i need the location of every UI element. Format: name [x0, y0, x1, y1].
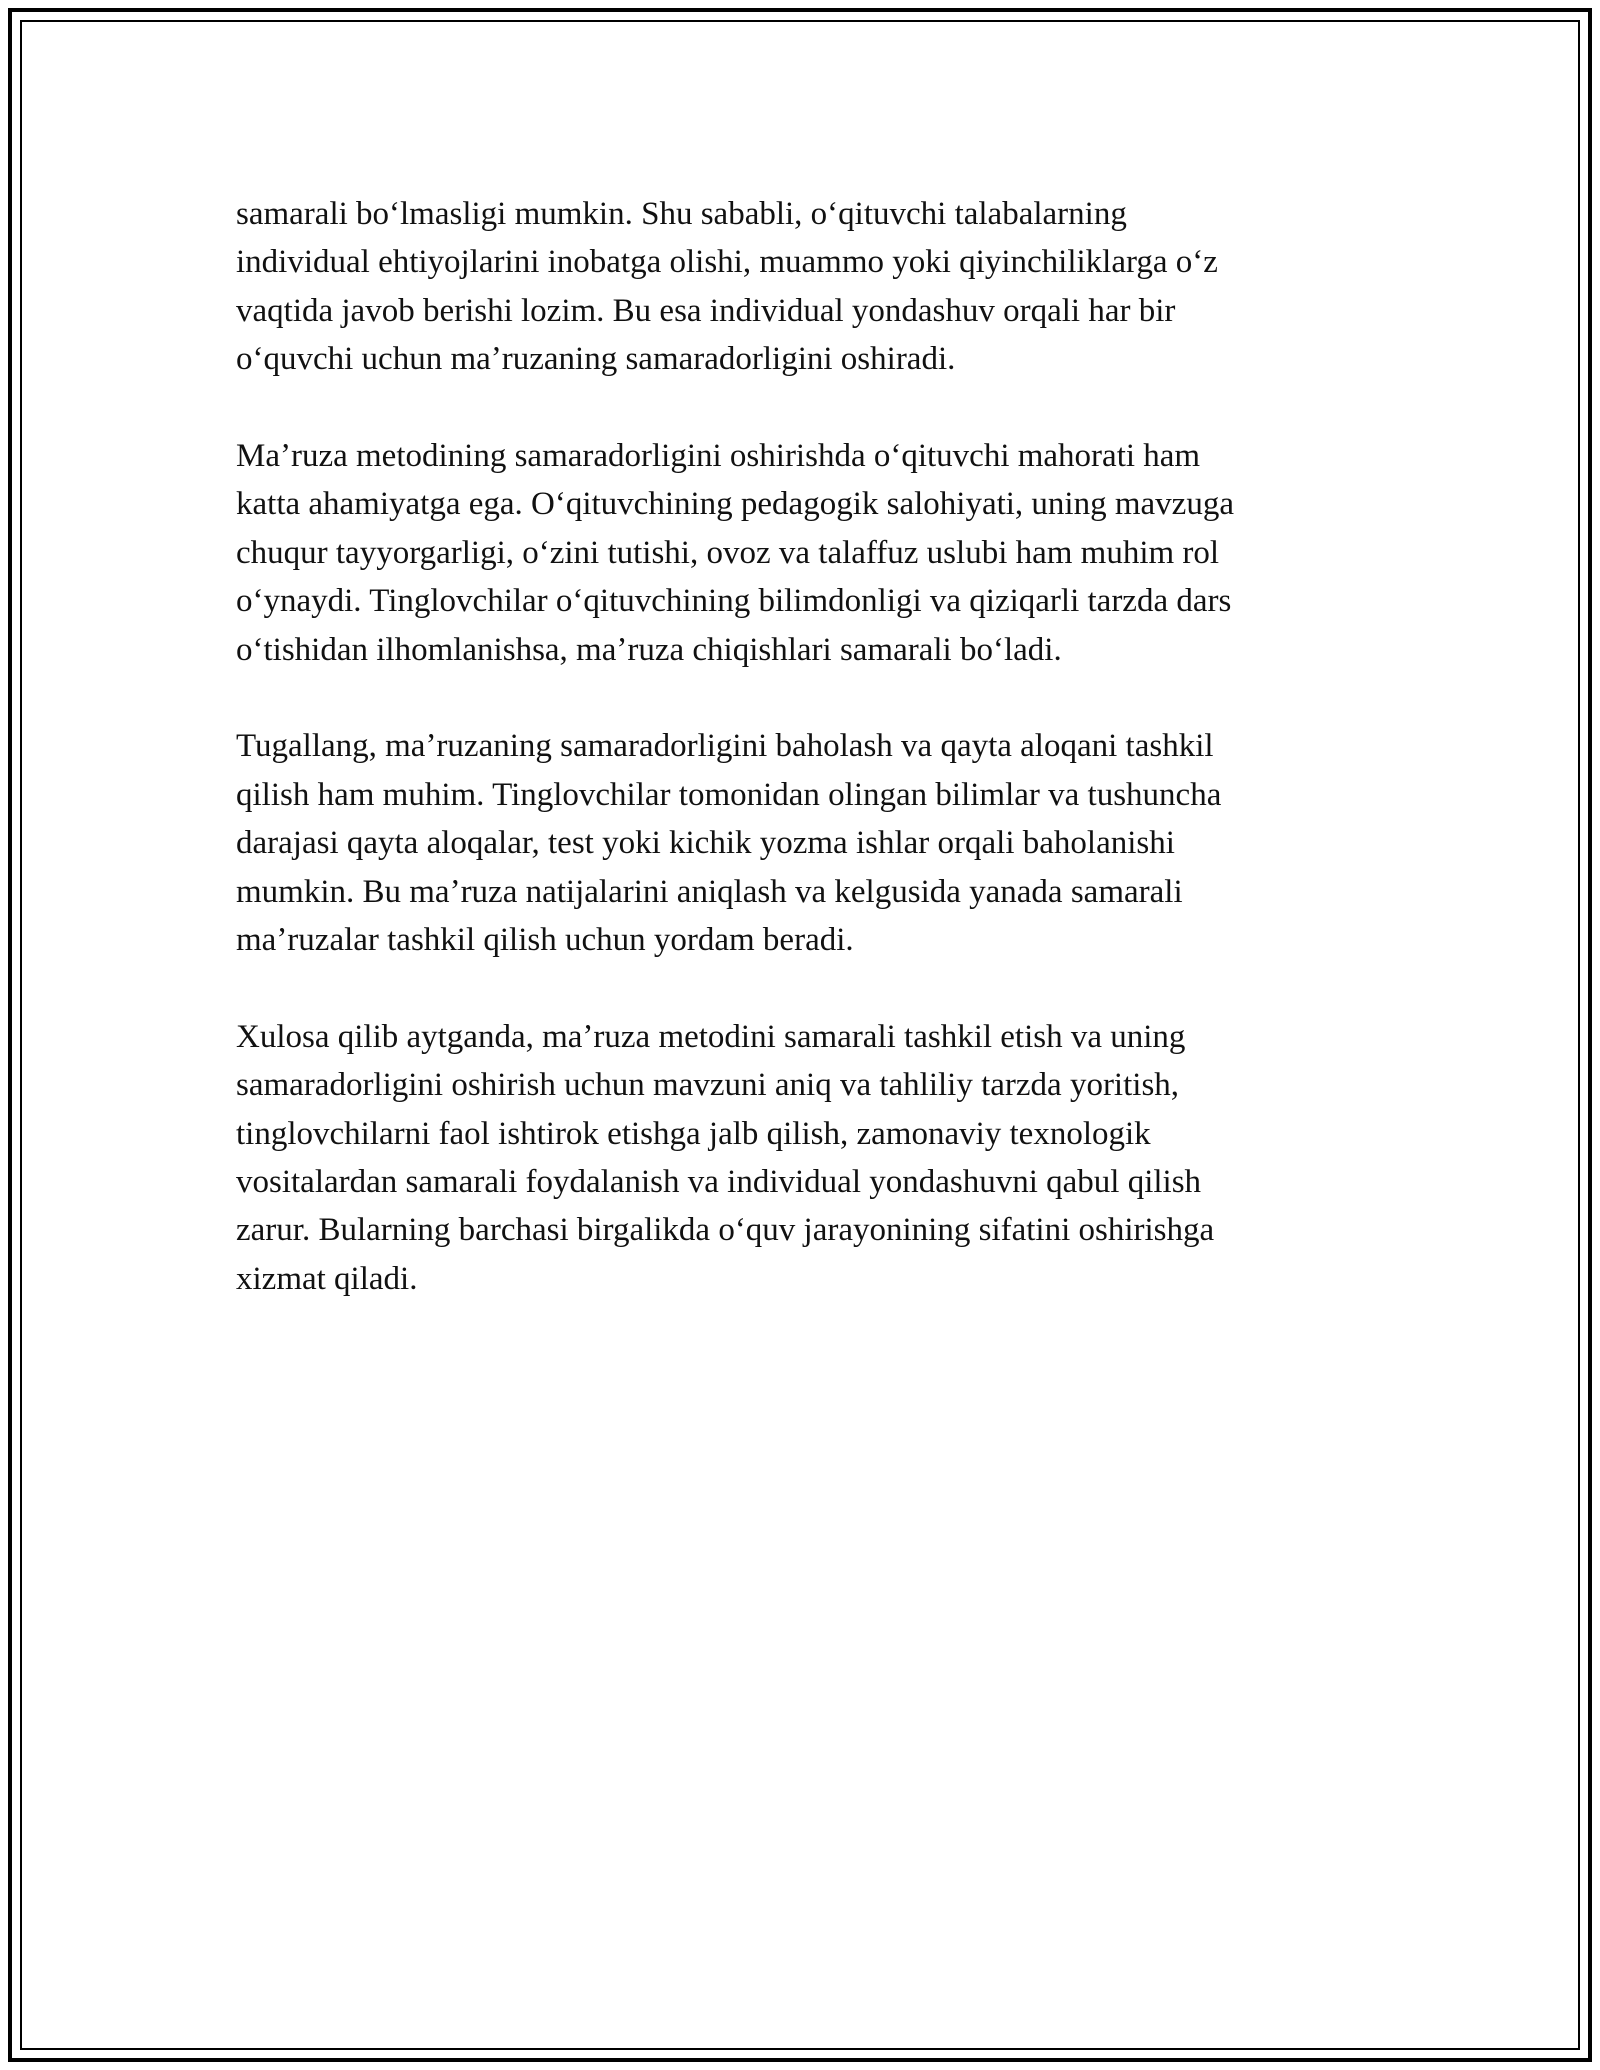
text-line: mumkin. Bu maʼruza natijalarini aniqlash va kelgusida yanada samarali — [236, 873, 1183, 910]
paragraph-1 — [236, 190, 1366, 384]
text-line: Maʼruza metodining samaradorligini oshirishda oʻqituvchi mahorati ham — [236, 438, 1201, 475]
document-body — [236, 190, 1366, 1352]
text-line: individual ehtiyojlarini inobatga olishi, muammo yoki qiyinchiliklarga oʻz — [236, 244, 1218, 281]
text-line: oʻtishidan ilhomlanishsa, maʼruza chiqishlari samarali boʻladi. — [236, 631, 1062, 668]
text-line: qilish ham muhim. Tinglovchilar tomonidan olingan bilimlar va tushuncha — [236, 776, 1222, 813]
text-line: Tugallang, maʼruzaning samaradorligini baholash va qayta aloqani tashkil — [236, 728, 1214, 765]
text-line: maʼruzalar tashkil qilish uchun yordam beradi. — [236, 922, 854, 959]
text-line: samarali boʻlmasligi mumkin. Shu sababli, oʻqituvchi talabalarning — [236, 196, 1127, 232]
text-line: xizmat qiladi. — [236, 1260, 418, 1297]
paragraph-2 — [236, 432, 1366, 674]
text-line: zarur. Bularning barchasi birgalikda oʻquv jarayonining sifatini oshirishga — [236, 1212, 1215, 1249]
text-line: samaradorligini oshirish uchun mavzuni aniq va tahliliy tarzda yoritish, — [236, 1067, 1180, 1104]
text-line: Xulosa qilib aytganda, maʼruza metodini samarali tashkil etish va uning — [236, 1018, 1186, 1055]
text-line: oʻquvchi uchun maʼruzaning samaradorligini oshiradi. — [236, 341, 956, 378]
paragraph-4 — [236, 1013, 1366, 1303]
text-line: vaqtida javob berishi lozim. Bu esa individual yondashuv orqali har bir — [236, 292, 1176, 329]
text-line: tinglovchilarni faol ishtirok etishga jalb qilish, zamonaviy texnologik — [236, 1115, 1151, 1152]
text-line: vositalardan samarali foydalanish va individual yondashuvni qabul qilish — [236, 1164, 1202, 1201]
text-line: chuqur tayyorgarligi, oʻzini tutishi, ovoz va talaffuz uslubi ham muhim rol — [236, 534, 1220, 571]
text-line: oʻynaydi. Tinglovchilar oʻqituvchining bilimdonligi va qiziqarli tarzda dars — [236, 583, 1232, 620]
text-line: darajasi qayta aloqalar, test yoki kichik yozma ishlar orqali baholanishi — [236, 825, 1175, 862]
paragraph-3 — [236, 722, 1366, 964]
text-line: katta ahamiyatga ega. Oʻqituvchining pedagogik salohiyati, uning mavzuga — [236, 486, 1234, 523]
